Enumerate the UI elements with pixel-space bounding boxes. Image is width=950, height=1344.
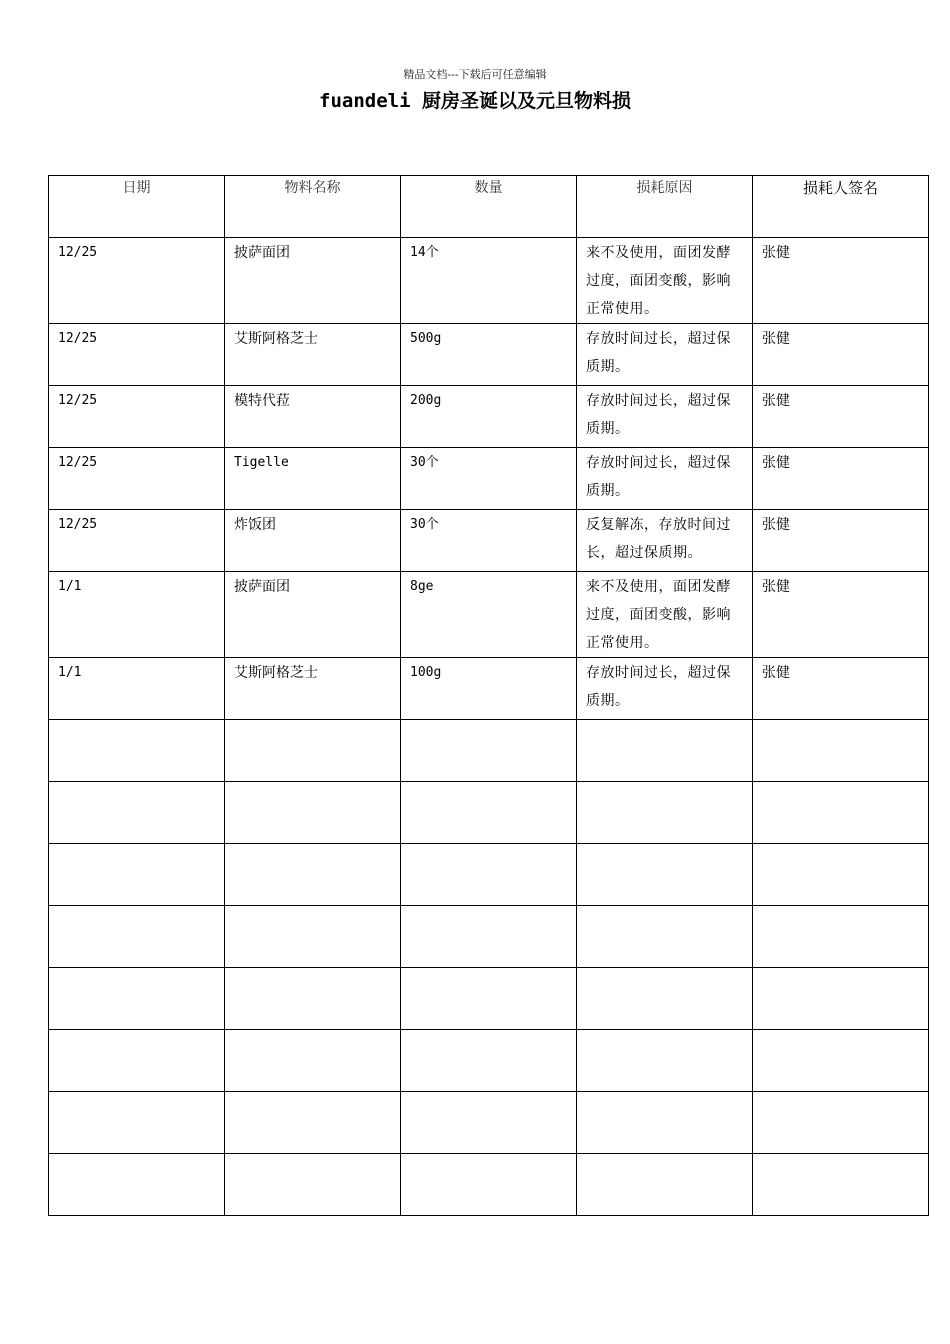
table-row <box>49 572 929 658</box>
header-signer: 损耗人签名 <box>753 176 929 238</box>
cell-item: 披萨面团 <box>225 572 401 658</box>
empty-cell <box>49 720 225 782</box>
cell-item: 艾斯阿格芝士 <box>225 658 401 720</box>
loss-table <box>48 175 929 1216</box>
cell-date: 12/25 <box>49 510 225 572</box>
header-note: 精品文档---下载后可任意编辑 <box>403 68 547 81</box>
cell-item: 艾斯阿格芝士 <box>225 324 401 386</box>
cell-date: 1/1 <box>49 658 225 720</box>
table-row <box>49 238 929 324</box>
table-row <box>49 386 929 448</box>
empty-row <box>49 844 929 906</box>
empty-cell <box>401 968 577 1030</box>
cell-qty: 200g <box>401 386 577 448</box>
header-reason: 损耗原因 <box>577 176 753 238</box>
empty-cell <box>225 782 401 844</box>
empty-cell <box>225 844 401 906</box>
empty-cell <box>753 844 929 906</box>
empty-cell <box>577 1092 753 1154</box>
cell-date: 12/25 <box>49 386 225 448</box>
empty-row <box>49 1154 929 1216</box>
empty-cell <box>225 968 401 1030</box>
table-row <box>49 658 929 720</box>
empty-cell <box>49 906 225 968</box>
cell-signer: 张健 <box>753 238 929 324</box>
empty-row <box>49 968 929 1030</box>
empty-cell <box>401 1030 577 1092</box>
empty-cell <box>49 968 225 1030</box>
cell-signer: 张健 <box>753 448 929 510</box>
header-date: 日期 <box>49 176 225 238</box>
empty-cell <box>49 1030 225 1092</box>
cell-reason: 反复解冻，存放时间过长，超过保质期。 <box>577 510 753 572</box>
cell-qty: 30个 <box>401 510 577 572</box>
empty-cell <box>225 1092 401 1154</box>
cell-signer: 张健 <box>753 572 929 658</box>
cell-qty: 30个 <box>401 448 577 510</box>
empty-cell <box>225 1030 401 1092</box>
cell-qty: 100g <box>401 658 577 720</box>
empty-cell <box>401 906 577 968</box>
empty-cell <box>401 720 577 782</box>
table-row <box>49 448 929 510</box>
table-row <box>49 324 929 386</box>
empty-cell <box>753 720 929 782</box>
empty-cell <box>753 1154 929 1216</box>
cell-date: 12/25 <box>49 238 225 324</box>
cell-qty: 8ge <box>401 572 577 658</box>
cell-item: Tigelle <box>225 448 401 510</box>
empty-cell <box>577 968 753 1030</box>
empty-cell <box>577 844 753 906</box>
cell-reason: 存放时间过长，超过保质期。 <box>577 386 753 448</box>
cell-reason: 来不及使用，面团发酵过度，面团变酸，影响正常使用。 <box>577 572 753 658</box>
empty-row <box>49 1030 929 1092</box>
empty-cell <box>577 1154 753 1216</box>
empty-cell <box>49 1154 225 1216</box>
page-title: fuandeli 厨房圣诞以及元旦物料损 <box>319 90 631 112</box>
empty-cell <box>577 782 753 844</box>
empty-row <box>49 1092 929 1154</box>
table-row <box>49 510 929 572</box>
empty-cell <box>753 906 929 968</box>
empty-row <box>49 906 929 968</box>
empty-cell <box>753 1030 929 1092</box>
empty-cell <box>401 782 577 844</box>
cell-item: 披萨面团 <box>225 238 401 324</box>
empty-cell <box>401 1092 577 1154</box>
cell-signer: 张健 <box>753 324 929 386</box>
empty-cell <box>401 844 577 906</box>
empty-cell <box>753 968 929 1030</box>
empty-cell <box>577 1030 753 1092</box>
empty-cell <box>225 906 401 968</box>
cell-reason: 来不及使用，面团发酵过度，面团变酸，影响正常使用。 <box>577 238 753 324</box>
header-item: 物料名称 <box>225 176 401 238</box>
empty-cell <box>753 782 929 844</box>
cell-qty: 500g <box>401 324 577 386</box>
empty-cell <box>225 720 401 782</box>
empty-cell <box>577 720 753 782</box>
cell-date: 12/25 <box>49 324 225 386</box>
cell-item: 炸饭团 <box>225 510 401 572</box>
empty-cell <box>401 1154 577 1216</box>
empty-cell <box>577 906 753 968</box>
cell-date: 12/25 <box>49 448 225 510</box>
cell-reason: 存放时间过长，超过保质期。 <box>577 324 753 386</box>
empty-cell <box>49 1092 225 1154</box>
empty-row <box>49 720 929 782</box>
cell-signer: 张健 <box>753 510 929 572</box>
cell-signer: 张健 <box>753 386 929 448</box>
header-qty: 数量 <box>401 176 577 238</box>
cell-reason: 存放时间过长，超过保质期。 <box>577 658 753 720</box>
cell-reason: 存放时间过长，超过保质期。 <box>577 448 753 510</box>
empty-cell <box>49 782 225 844</box>
cell-item: 模特代菈 <box>225 386 401 448</box>
empty-cell <box>225 1154 401 1216</box>
cell-qty: 14个 <box>401 238 577 324</box>
cell-date: 1/1 <box>49 572 225 658</box>
empty-cell <box>49 844 225 906</box>
empty-row <box>49 782 929 844</box>
empty-cell <box>753 1092 929 1154</box>
cell-signer: 张健 <box>753 658 929 720</box>
table-header-row <box>49 176 929 238</box>
